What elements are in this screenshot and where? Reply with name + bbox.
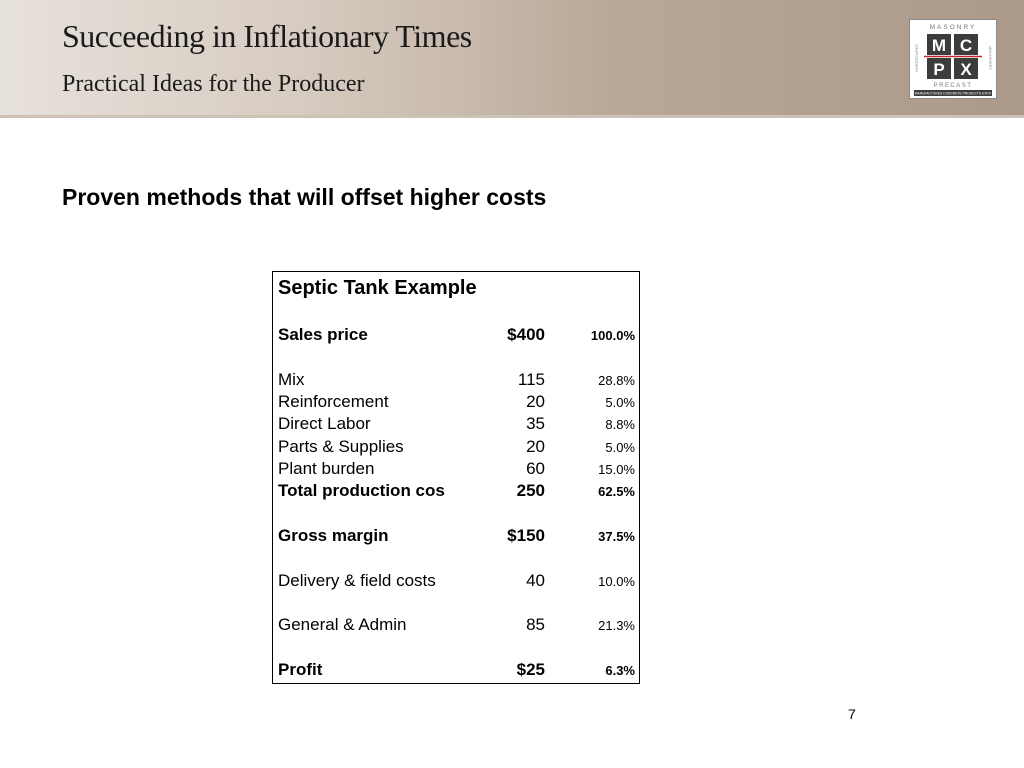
row-amount: 40: [526, 571, 545, 590]
page-number: 7: [848, 706, 856, 722]
section-heading: Proven methods that will offset higher costs: [62, 184, 547, 210]
table-row: [273, 481, 639, 503]
row-percent: 5.0%: [605, 440, 635, 455]
row-label: Mix: [278, 370, 305, 389]
slide-title: Succeeding in Inflationary Times: [62, 18, 472, 54]
table-row: [273, 660, 639, 682]
logo-letter-x: X: [960, 60, 972, 79]
logo-top-text: MASONRY: [929, 24, 977, 31]
row-label: General & Admin: [278, 615, 407, 634]
table-title: Septic Tank Example: [278, 277, 477, 299]
logo-letter-c: C: [959, 36, 973, 55]
row-label: Reinforcement: [278, 392, 389, 411]
row-percent: 100.0%: [590, 328, 635, 343]
table-row: [273, 615, 639, 637]
row-percent: 8.8%: [605, 417, 635, 432]
row-percent: 5.0%: [605, 395, 635, 410]
row-amount: 85: [526, 615, 545, 634]
row-amount: 115: [517, 370, 545, 389]
row-label: Total production cos: [278, 481, 445, 500]
row-amount: 20: [526, 437, 545, 456]
table-row: [273, 370, 639, 392]
septic-tank-table: [272, 271, 640, 684]
logo-right-text: MACHINERY: [988, 46, 993, 70]
row-percent: 10.0%: [598, 574, 635, 589]
row-label: Plant burden: [278, 459, 375, 478]
table-row: [273, 325, 639, 347]
row-percent: 21.3%: [598, 618, 635, 633]
logo-letter-m: M: [931, 36, 947, 55]
logo-letter-p: P: [933, 60, 945, 79]
row-percent: 6.3%: [605, 663, 635, 678]
row-label: Profit: [278, 660, 323, 679]
row-amount: 250: [516, 481, 545, 500]
row-amount: $400: [507, 325, 545, 344]
row-amount: 20: [526, 392, 545, 411]
row-label: Direct Labor: [278, 414, 371, 433]
logo-left-text: HARDSCAPES: [914, 44, 919, 72]
table-row: [273, 459, 639, 481]
row-label: Gross margin: [278, 526, 389, 545]
row-percent: 15.0%: [598, 462, 635, 477]
table-row: [273, 414, 639, 436]
row-percent: 28.8%: [598, 373, 635, 388]
mcpx-logo: [909, 19, 997, 99]
table-row: [273, 526, 639, 548]
table-row: [273, 437, 639, 459]
row-amount: $150: [507, 526, 545, 545]
row-amount: $25: [516, 660, 545, 679]
table-row: [273, 392, 639, 414]
row-percent: 62.5%: [598, 484, 635, 499]
row-amount: 35: [526, 414, 545, 433]
logo-tagline: MANUFACTURED CONCRETE PRODUCTS EXPO: [914, 91, 992, 96]
row-amount: 60: [526, 459, 545, 478]
row-label: Sales price: [278, 325, 368, 344]
row-label: Parts & Supplies: [278, 437, 404, 456]
logo-bottom-text: PRECAST: [933, 83, 973, 89]
slide-subtitle: Practical Ideas for the Producer: [62, 71, 365, 97]
header-banner: [0, 0, 1024, 118]
row-percent: 37.5%: [598, 529, 635, 544]
row-label: Delivery & field costs: [278, 571, 436, 590]
table-row: [273, 571, 639, 593]
